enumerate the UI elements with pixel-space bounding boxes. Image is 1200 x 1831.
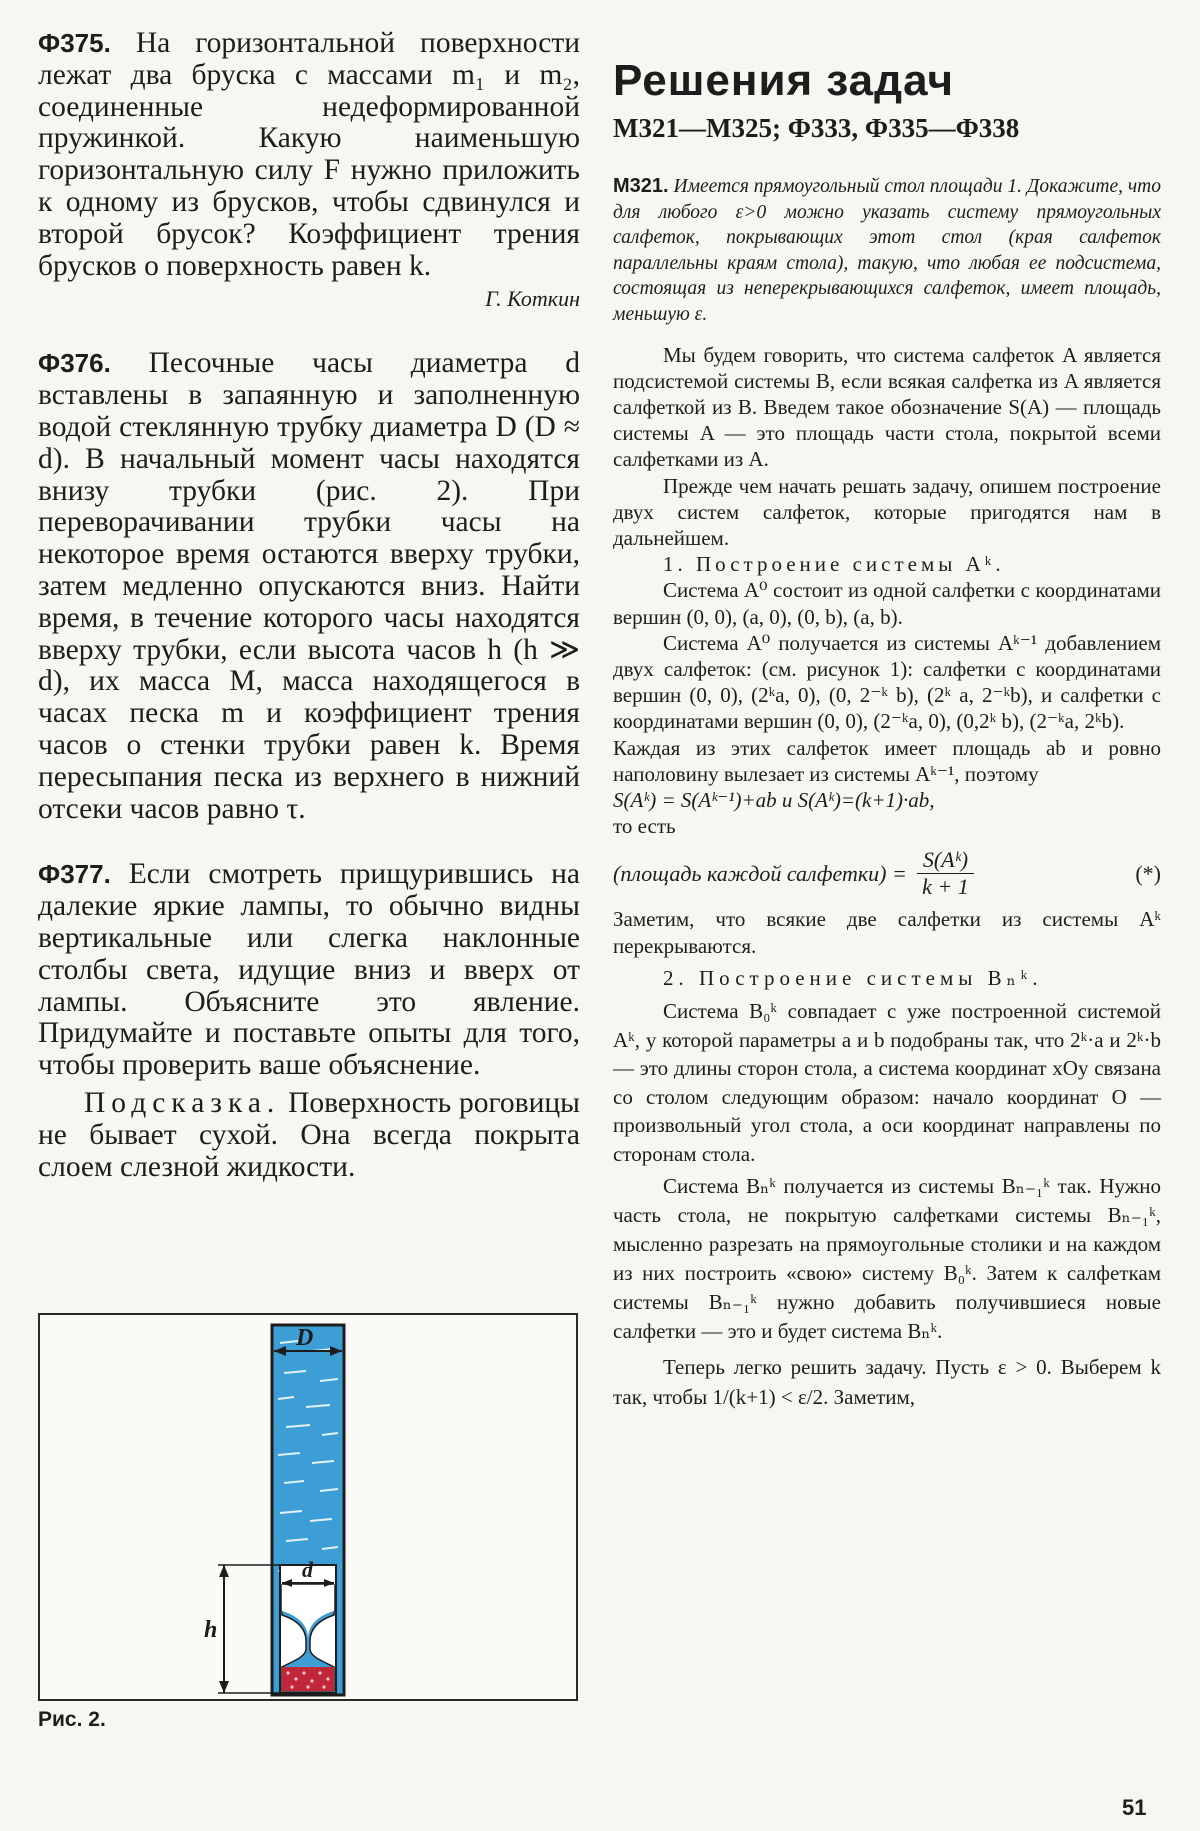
problem-id: Ф375. [38, 28, 111, 58]
right-column [613, 28, 1161, 1412]
problem-f376 [38, 348, 580, 825]
paragraph: Система A⁰ состоит из одной салфетки с координатами вершин (0, 0), (a, 0), (0, b), (a, b). [613, 578, 1161, 629]
subheading-2: 2. Построение системы Bₙᵏ. [663, 965, 1043, 990]
statement-text: Имеется прямоугольный стол площади 1. Докажите, что для любого ε>0 можно указать систему прямоугольных салфеток, покрывающих этот стол (края салфеток параллельны краям стола), такую, что любая ее подсистема, состоящая из неперекрывающихся салфеток, имеет площадь, меньшую ε. [613, 176, 1162, 325]
section-subtitle: М321—М325; Ф333, Ф335—Ф338 [613, 113, 1020, 143]
eq2-numerator: S(Aᵏ) [917, 847, 974, 874]
problem-f375 [38, 28, 580, 282]
problem-text: Если смотреть прищурившись на далекие яркие лампы, то обычно видны вертикальные или слегка наклонные столбы света, идущие вниз и вверх от лампы. Объясните это явление. Придумайте и поставьте опыты для того, чтобы проверить ваше объяснение. [38, 858, 581, 1082]
label-D: D [296, 1325, 314, 1351]
hint-text: Поверхность роговицы не бывает сухой. Она всегда покрыта слоем слезной жидкости. [38, 1086, 580, 1183]
eq2-denominator: k + 1 [922, 874, 969, 900]
paragraph: Мы будем говорить, что система салфеток A является подсистемой системы B, если всякая салфетка из A является салфеткой из B. Введем такое обозначение S(A) — площадь системы A — это площадь части стола, покрытой всеми салфетками из A. [613, 342, 1161, 472]
fraction [917, 847, 974, 900]
problem-text: На горизонтальной поверхности лежат два бруска с массами m₁ и m₂, соединенные недеформированной пружинкой. Какую наименьшую горизонтальную силу F нужно приложить к одному из брусков, чтобы сдвинулся и второй брусок? Коэффициент трения брусков о поверхность равен k. [38, 27, 580, 282]
author: Г. Коткин [485, 286, 580, 312]
problem-id: Ф376. [38, 348, 111, 379]
figure-caption: Рис. 2. [38, 1708, 106, 1731]
paragraph: то есть [613, 814, 676, 839]
problem-id: М321. [613, 175, 669, 197]
figure-2 [38, 1313, 578, 1701]
paragraph: Прежде чем начать решать задачу, опишем построение двух систем салфеток, которые пригодятся нам в дальнейшем. [613, 473, 1161, 550]
paragraph: Каждая из этих салфеток имеет площадь ab и ровно наполовину вылезает из системы Aᵏ⁻¹, поэтому [613, 735, 1161, 786]
subheading-1: 1. Построение системы Aᵏ. [663, 552, 1005, 577]
paragraph: Заметим, что всякие две салфетки из системы Aᵏ перекрываются. [613, 907, 1161, 958]
paragraph: Система B₀ᵏ совпадает с уже построенной системой Aᵏ, у которой параметры a и b подобраны так, что 2ᵏ·a и 2ᵏ·b — это длины сторон стола, а система координат xOy связана со столом следующим образом: начало координат O — произвольный угол стола, а оси координат направлены по сторонам стола. [613, 999, 1161, 1166]
eq2-tag: (*) [1135, 860, 1161, 886]
label-d: d [302, 1557, 313, 1582]
arrow-up-icon [219, 1565, 229, 1577]
paragraph: Теперь легко решить задачу. Пусть ε > 0. Выберем k так, чтобы 1/(k+1) < ε/2. Заметим, [613, 1355, 1161, 1410]
eq2-left: (площадь каждой салфетки) = [613, 860, 907, 886]
label-h: h [204, 1617, 218, 1643]
hourglass-tube-diagram [40, 1315, 576, 1699]
problem-text: Песочные часы диаметра d вставлены в запаянную и заполненную водой стеклянную трубку диаметра D (D ≈ d). В начальный момент часы находятся внизу трубки (рис. 2). При переворачивании трубки часы на некоторое время остаются вверху трубки, затем медленно опускаются вниз. Найти время, в течение которого часы находятся вверху трубки, если высота часов h (h ≫ d), их масса M, масса находящегося в часах песка m и коэффициент трения часов о стенки трубки равен k. Время пересыпания песка из верхнего в нижний отсеки часов равно τ. [38, 347, 581, 825]
paragraph: Система A⁰ получается из системы Aᵏ⁻¹ добавлением двух салфеток: (см. рисунок 1): салфетки с координатами вершин (0, 0), (2ᵏa, 0), (0, 2⁻ᵏ b), (2ᵏ a, 2⁻ᵏb), и салфетки с координатами вершин (0, 0), (2⁻ᵏa, 0), (0,2ᵏ b), (2⁻ᵏa, 2ᵏb). [613, 630, 1161, 734]
equation-1: S(Aᵏ) = S(Aᵏ⁻¹)+ab и S(Aᵏ)=(k+1)·ab, [613, 788, 935, 813]
arrow-down-icon [219, 1681, 229, 1693]
equation-2 [613, 847, 1161, 900]
section-title: Решения задач [613, 56, 955, 105]
problem-m321-statement [613, 174, 1161, 328]
hint-label: Подсказка. [84, 1086, 281, 1119]
paragraph: Система Bₙᵏ получается из системы Bₙ₋₁ᵏ так. Нужно часть стола, не покрытую салфетками системы Bₙ₋₁ᵏ, мысленно разрезать на прямоугольные столики и на каждом из них построить «свою» систему B₀ᵏ. Затем к салфеткам системы Bₙ₋₁ᵏ нужно добавить получившиеся новые салфетки — это и будет система Bₙᵏ. [613, 1174, 1161, 1344]
hint [38, 1088, 580, 1183]
problem-f377 [38, 859, 580, 1082]
problem-id: Ф377. [38, 859, 111, 890]
page-number: 51 [1122, 1795, 1147, 1820]
left-column [38, 28, 580, 1183]
